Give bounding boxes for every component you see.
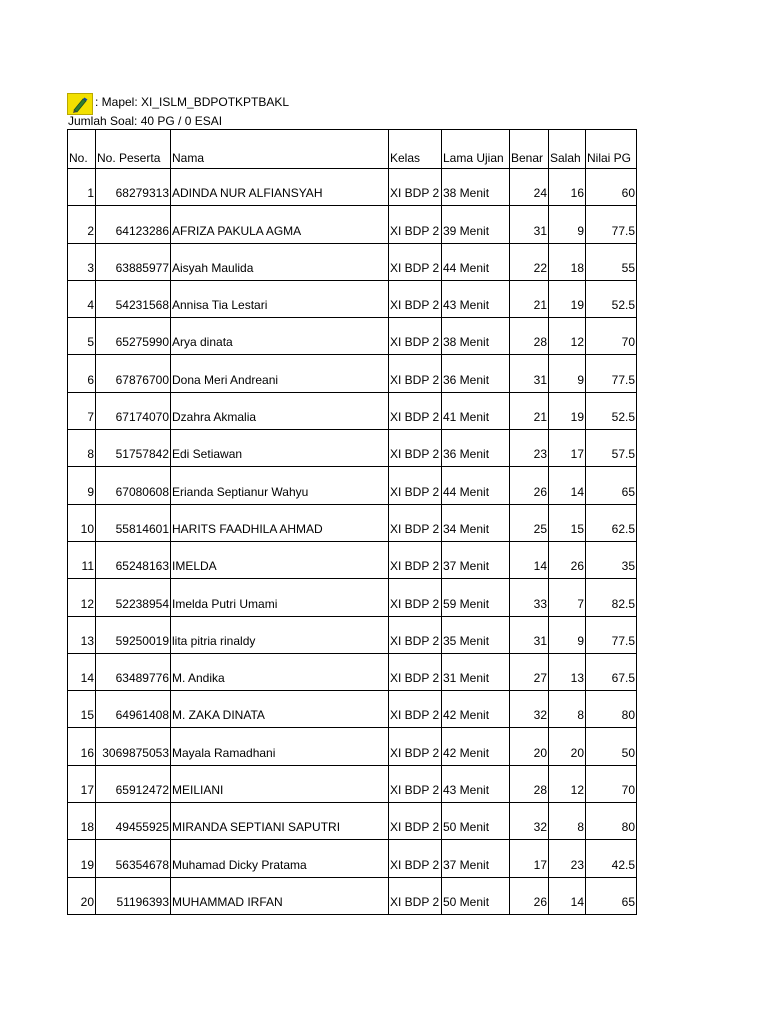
cell-nama: IMELDA	[171, 541, 389, 578]
cell-kelas: XI BDP 2	[389, 765, 442, 802]
cell-nilai-pg: 82.5	[586, 579, 637, 616]
cell-salah: 17	[549, 430, 586, 467]
cell-kelas: XI BDP 2	[389, 467, 442, 504]
cell-salah: 19	[549, 392, 586, 429]
cell-nilai-pg: 42.5	[586, 840, 637, 877]
cell-lama-ujian: 50 Menit	[442, 877, 510, 914]
cell-kelas: XI BDP 2	[389, 803, 442, 840]
cell-nama: Dzahra Akmalia	[171, 392, 389, 429]
cell-benar: 20	[510, 728, 549, 765]
cell-kelas: XI BDP 2	[389, 579, 442, 616]
cell-no: 8	[68, 430, 96, 467]
cell-nilai-pg: 50	[586, 728, 637, 765]
cell-no-peserta: 56354678	[96, 840, 171, 877]
cell-benar: 26	[510, 877, 549, 914]
cell-kelas: XI BDP 2	[389, 392, 442, 429]
cell-no: 1	[68, 169, 96, 206]
cell-nilai-pg: 65	[586, 467, 637, 504]
cell-benar: 17	[510, 840, 549, 877]
cell-benar: 14	[510, 541, 549, 578]
table-header-row	[68, 130, 637, 169]
cell-nilai-pg: 77.5	[586, 616, 637, 653]
cell-nama: M. Andika	[171, 653, 389, 690]
cell-nilai-pg: 35	[586, 541, 637, 578]
table-body	[68, 169, 637, 915]
table-row	[68, 280, 637, 317]
cell-kelas: XI BDP 2	[389, 616, 442, 653]
cell-benar: 33	[510, 579, 549, 616]
cell-kelas: XI BDP 2	[389, 877, 442, 914]
column-header-salah: Salah	[549, 130, 586, 169]
cell-no-peserta: 51196393	[96, 877, 171, 914]
cell-nilai-pg: 67.5	[586, 653, 637, 690]
table-row	[68, 392, 637, 429]
cell-nama: Muhamad Dicky Pratama	[171, 840, 389, 877]
column-header-nilai-pg: Nilai PG	[586, 130, 637, 169]
cell-salah: 23	[549, 840, 586, 877]
table-row	[68, 765, 637, 802]
cell-no-peserta: 67174070	[96, 392, 171, 429]
cell-no-peserta: 55814601	[96, 504, 171, 541]
cell-salah: 16	[549, 169, 586, 206]
pencil-book-icon	[67, 93, 93, 115]
cell-nilai-pg: 55	[586, 243, 637, 280]
cell-no-peserta: 63885977	[96, 243, 171, 280]
cell-salah: 8	[549, 691, 586, 728]
cell-nama: Annisa Tia Lestari	[171, 280, 389, 317]
cell-no: 2	[68, 206, 96, 243]
cell-benar: 26	[510, 467, 549, 504]
jumlah-soal-label: Jumlah Soal: 40 PG / 0 ESAI	[68, 114, 223, 128]
cell-salah: 8	[549, 803, 586, 840]
cell-salah: 18	[549, 243, 586, 280]
cell-lama-ujian: 44 Menit	[442, 467, 510, 504]
cell-no: 9	[68, 467, 96, 504]
cell-no-peserta: 52238954	[96, 579, 171, 616]
cell-no: 10	[68, 504, 96, 541]
cell-no: 17	[68, 765, 96, 802]
cell-no: 16	[68, 728, 96, 765]
cell-lama-ujian: 36 Menit	[442, 355, 510, 392]
cell-salah: 7	[549, 579, 586, 616]
cell-benar: 32	[510, 803, 549, 840]
cell-kelas: XI BDP 2	[389, 504, 442, 541]
column-header-lama-ujian: Lama Ujian	[442, 130, 510, 169]
cell-salah: 14	[549, 877, 586, 914]
table-row	[68, 243, 637, 280]
cell-kelas: XI BDP 2	[389, 728, 442, 765]
table-row	[68, 169, 637, 206]
cell-no-peserta: 51757842	[96, 430, 171, 467]
cell-salah: 9	[549, 355, 586, 392]
cell-nama: lita pitria rinaldy	[171, 616, 389, 653]
cell-salah: 12	[549, 765, 586, 802]
cell-nama: Dona Meri Andreani	[171, 355, 389, 392]
cell-lama-ujian: 50 Menit	[442, 803, 510, 840]
cell-nama: MIRANDA SEPTIANI SAPUTRI	[171, 803, 389, 840]
cell-nama: Erianda Septianur Wahyu	[171, 467, 389, 504]
cell-kelas: XI BDP 2	[389, 653, 442, 690]
table-row	[68, 318, 637, 355]
column-header-nama: Nama	[171, 130, 389, 169]
results-table	[67, 129, 637, 915]
cell-benar: 31	[510, 355, 549, 392]
cell-benar: 25	[510, 504, 549, 541]
cell-lama-ujian: 44 Menit	[442, 243, 510, 280]
cell-nilai-pg: 80	[586, 803, 637, 840]
column-header-no: No.	[68, 130, 96, 169]
cell-lama-ujian: 37 Menit	[442, 541, 510, 578]
cell-lama-ujian: 34 Menit	[442, 504, 510, 541]
cell-kelas: XI BDP 2	[389, 430, 442, 467]
cell-no: 14	[68, 653, 96, 690]
cell-nama: Imelda Putri Umami	[171, 579, 389, 616]
cell-benar: 21	[510, 280, 549, 317]
cell-kelas: XI BDP 2	[389, 206, 442, 243]
cell-salah: 9	[549, 616, 586, 653]
cell-lama-ujian: 43 Menit	[442, 765, 510, 802]
cell-nilai-pg: 65	[586, 877, 637, 914]
cell-benar: 32	[510, 691, 549, 728]
cell-no-peserta: 63489776	[96, 653, 171, 690]
cell-benar: 31	[510, 616, 549, 653]
cell-no: 5	[68, 318, 96, 355]
table-row	[68, 616, 637, 653]
cell-lama-ujian: 41 Menit	[442, 392, 510, 429]
cell-benar: 22	[510, 243, 549, 280]
cell-kelas: XI BDP 2	[389, 541, 442, 578]
cell-benar: 27	[510, 653, 549, 690]
cell-nilai-pg: 70	[586, 318, 637, 355]
cell-lama-ujian: 39 Menit	[442, 206, 510, 243]
cell-no: 20	[68, 877, 96, 914]
mapel-label: : Mapel: XI_ISLM_BDPOTKPTBAKL	[95, 95, 290, 109]
table-row	[68, 803, 637, 840]
cell-no: 4	[68, 280, 96, 317]
table-row	[68, 467, 637, 504]
table-row	[68, 430, 637, 467]
cell-kelas: XI BDP 2	[389, 840, 442, 877]
cell-nilai-pg: 77.5	[586, 206, 637, 243]
cell-lama-ujian: 42 Menit	[442, 691, 510, 728]
cell-no: 12	[68, 579, 96, 616]
cell-nama: M. ZAKA DINATA	[171, 691, 389, 728]
cell-benar: 23	[510, 430, 549, 467]
cell-nama: Aisyah Maulida	[171, 243, 389, 280]
cell-no: 6	[68, 355, 96, 392]
cell-nama: HARITS FAADHILA AHMAD	[171, 504, 389, 541]
cell-lama-ujian: 38 Menit	[442, 318, 510, 355]
cell-nama: ADINDA NUR ALFIANSYAH	[171, 169, 389, 206]
cell-no: 3	[68, 243, 96, 280]
cell-kelas: XI BDP 2	[389, 355, 442, 392]
cell-benar: 21	[510, 392, 549, 429]
table-row	[68, 728, 637, 765]
cell-nilai-pg: 60	[586, 169, 637, 206]
cell-no: 15	[68, 691, 96, 728]
cell-lama-ujian: 36 Menit	[442, 430, 510, 467]
cell-salah: 20	[549, 728, 586, 765]
table-row	[68, 579, 637, 616]
cell-nama: MEILIANI	[171, 765, 389, 802]
cell-lama-ujian: 38 Menit	[442, 169, 510, 206]
cell-no-peserta: 65248163	[96, 541, 171, 578]
cell-no-peserta: 3069875053	[96, 728, 171, 765]
cell-kelas: XI BDP 2	[389, 243, 442, 280]
table-row	[68, 840, 637, 877]
cell-no-peserta: 67876700	[96, 355, 171, 392]
cell-no-peserta: 59250019	[96, 616, 171, 653]
cell-nilai-pg: 57.5	[586, 430, 637, 467]
cell-no-peserta: 64123286	[96, 206, 171, 243]
table-row	[68, 691, 637, 728]
column-header-no-peserta: No. Peserta	[96, 130, 171, 169]
cell-salah: 12	[549, 318, 586, 355]
cell-nilai-pg: 52.5	[586, 392, 637, 429]
cell-no-peserta: 65275990	[96, 318, 171, 355]
cell-lama-ujian: 43 Menit	[442, 280, 510, 317]
table-row	[68, 653, 637, 690]
cell-nama: AFRIZA PAKULA AGMA	[171, 206, 389, 243]
cell-no: 18	[68, 803, 96, 840]
cell-lama-ujian: 31 Menit	[442, 653, 510, 690]
cell-salah: 26	[549, 541, 586, 578]
cell-nilai-pg: 77.5	[586, 355, 637, 392]
cell-benar: 28	[510, 318, 549, 355]
table-row	[68, 541, 637, 578]
cell-lama-ujian: 59 Menit	[442, 579, 510, 616]
cell-salah: 13	[549, 653, 586, 690]
cell-kelas: XI BDP 2	[389, 169, 442, 206]
cell-nilai-pg: 70	[586, 765, 637, 802]
table-row	[68, 206, 637, 243]
cell-nama: Mayala Ramadhani	[171, 728, 389, 765]
cell-no-peserta: 49455925	[96, 803, 171, 840]
table-row	[68, 355, 637, 392]
column-header-benar: Benar	[510, 130, 549, 169]
cell-salah: 15	[549, 504, 586, 541]
cell-no: 11	[68, 541, 96, 578]
cell-nilai-pg: 52.5	[586, 280, 637, 317]
cell-kelas: XI BDP 2	[389, 318, 442, 355]
cell-nama: Edi Setiawan	[171, 430, 389, 467]
table-row	[68, 504, 637, 541]
cell-no-peserta: 54231568	[96, 280, 171, 317]
cell-benar: 28	[510, 765, 549, 802]
cell-lama-ujian: 37 Menit	[442, 840, 510, 877]
cell-no: 19	[68, 840, 96, 877]
cell-benar: 24	[510, 169, 549, 206]
cell-no: 13	[68, 616, 96, 653]
cell-no-peserta: 68279313	[96, 169, 171, 206]
table-row	[68, 877, 637, 914]
cell-no: 7	[68, 392, 96, 429]
cell-benar: 31	[510, 206, 549, 243]
cell-salah: 14	[549, 467, 586, 504]
cell-no-peserta: 65912472	[96, 765, 171, 802]
column-header-kelas: Kelas	[389, 130, 442, 169]
cell-lama-ujian: 42 Menit	[442, 728, 510, 765]
cell-no-peserta: 67080608	[96, 467, 171, 504]
cell-nama: MUHAMMAD IRFAN	[171, 877, 389, 914]
cell-kelas: XI BDP 2	[389, 280, 442, 317]
cell-nama: Arya dinata	[171, 318, 389, 355]
cell-kelas: XI BDP 2	[389, 691, 442, 728]
cell-nilai-pg: 80	[586, 691, 637, 728]
cell-nilai-pg: 62.5	[586, 504, 637, 541]
cell-salah: 19	[549, 280, 586, 317]
cell-lama-ujian: 35 Menit	[442, 616, 510, 653]
cell-no-peserta: 64961408	[96, 691, 171, 728]
cell-salah: 9	[549, 206, 586, 243]
